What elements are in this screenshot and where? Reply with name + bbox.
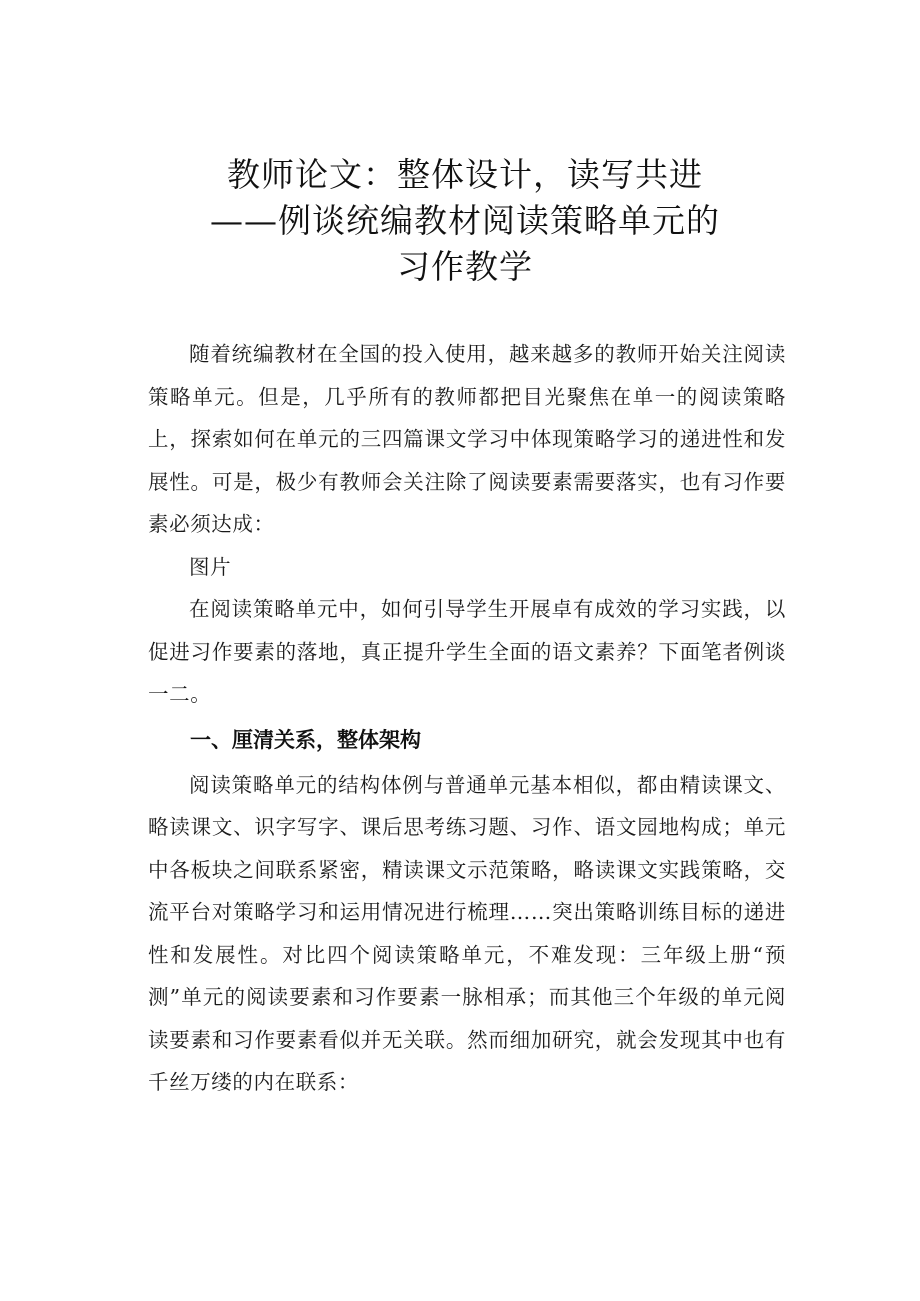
question-paragraph: 在阅读策略单元中，如何引导学生开展卓有成效的学习实践，以促进习作要素的落地，真正提升学生全面的语文素养？下面笔者例谈一二。: [148, 597, 786, 706]
document-body: [148, 333, 786, 1104]
title-line-1: 教师论文：整体设计，读写共进: [227, 155, 703, 194]
section-paragraph: 阅读策略单元的结构体例与普通单元基本相似，都由精读课文、略读课文、识字写字、课后思考练习题、习作、语文园地构成；单元中各板块之间联系紧密，精读课文示范策略，略读课文实践策略，交流平台对策略学习和运用情况进行梳理……突出策略训练目标的递进性和发展性。对比四个阅读策略单元，不难发现：三年级上册“预测”单元的阅读要素和习作要素一脉相承；而其他三个年级的单元阅读要素和习作要素看似并无关联。然而细加研究，就会发现其中也有千丝万缕的内在联系：: [148, 772, 786, 1094]
title-line-2: ——例谈统编教材阅读策略单元的: [210, 201, 720, 240]
title-line-3: 习作教学: [397, 247, 533, 286]
section-heading: 一、厘清关系，整体架构: [190, 727, 421, 752]
document-title: [150, 152, 780, 290]
intro-paragraph: 随着统编教材在全国的投入使用，越来越多的教师开始关注阅读策略单元。但是，几乎所有的教师都把目光聚焦在单一的阅读策略上，探索如何在单元的三四篇课文学习中体现策略学习的递进性和发展性。可是，极少有教师会关注除了阅读要素需要落实，也有习作要素必须达成：: [148, 342, 786, 536]
image-placeholder-text: 图片: [189, 554, 232, 579]
